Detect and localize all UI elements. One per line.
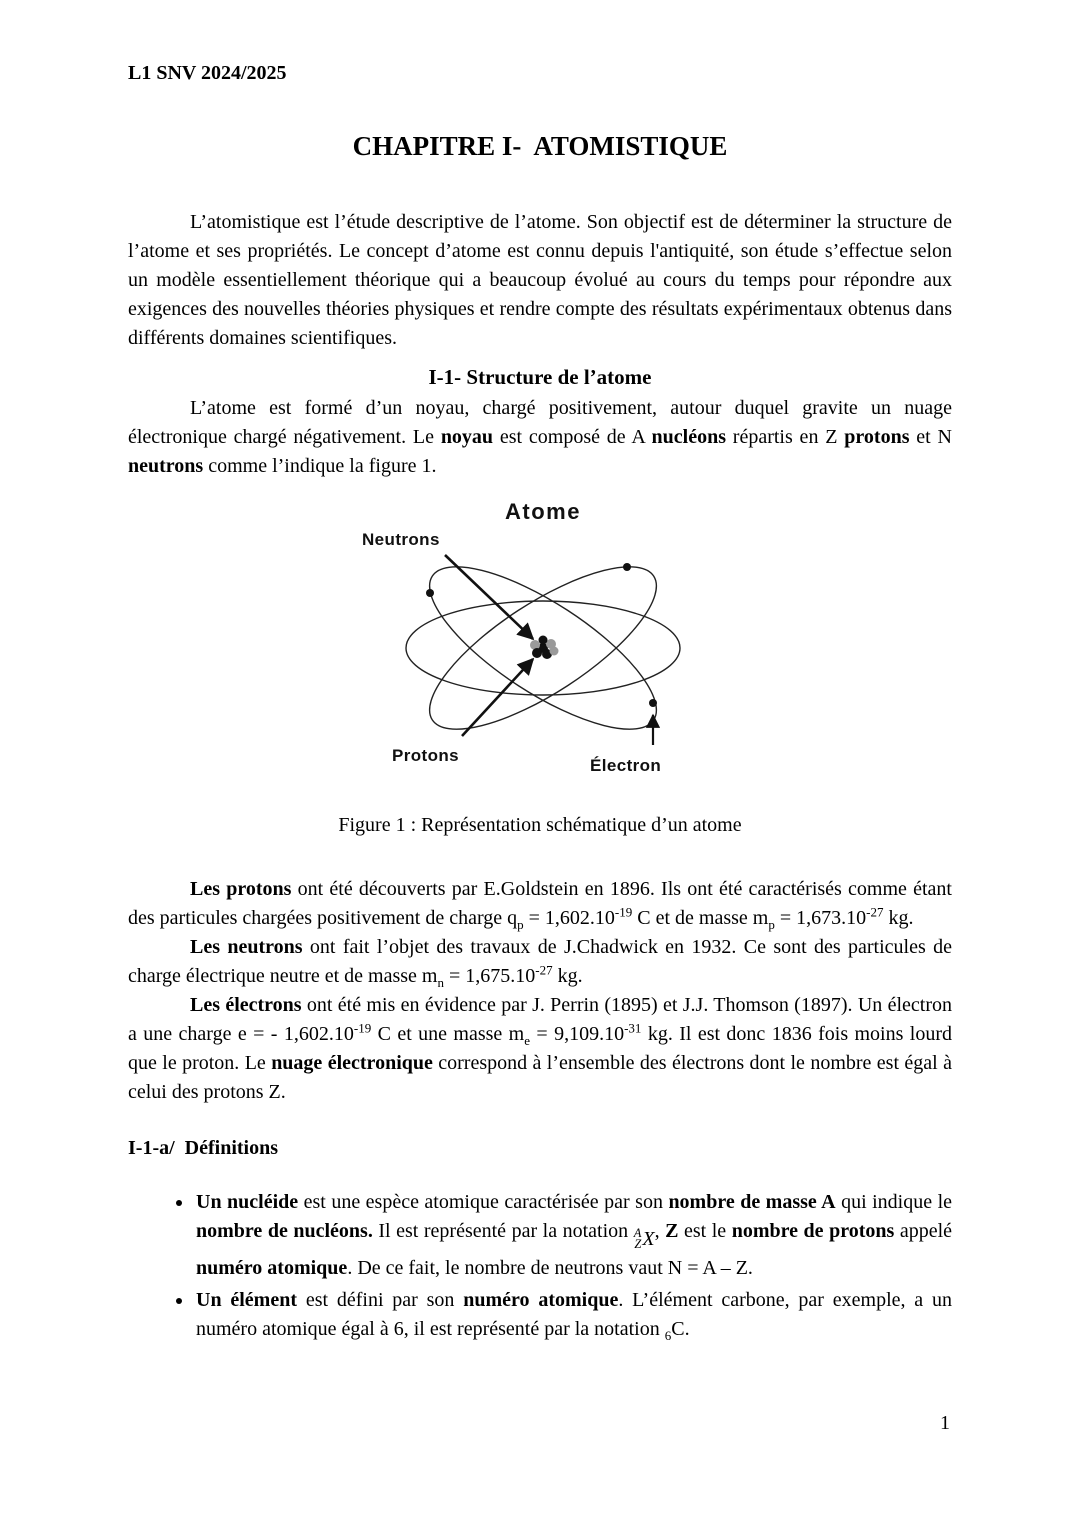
neutrons-arrow <box>445 555 533 639</box>
section-heading: I-1- Structure de l’atome <box>428 365 652 389</box>
section-before-figure <box>128 208 952 481</box>
paragraph: Les électrons ont été mis en évidence par J. Perrin (1895) et J.J. Thomson (1897). Un électron a une charge e = - $1,602.10^{-19}$ C et une masse $m_e = 9,109.10^{-31}$ kg. Il est donc 1836 fois moins lourd que le proton. Le nuage électronique correspond à l’ensemble des électrons dont le nombre est égal à celui des protons Z. <box>128 994 952 1103</box>
electron-label: Électron <box>590 756 662 775</box>
paragraph: Les protons ont été découverts par E.Goldstein en 1896. Ils ont été caractérisés comme étant des particules chargées positivement de charge $q_p = 1,602.10^{-19}$ C et de masse $m_p = 1,673.10^{-27}$ kg. <box>128 878 952 932</box>
figure-caption: Figure 1 : Représentation schématique d’un atome <box>338 814 742 836</box>
chapter-title: CHAPITRE I- ATOMISTIQUE <box>352 131 728 161</box>
protons-label: Protons <box>392 746 460 765</box>
definition-item: • Un élément est défini par son numéro atomique. L’élément carbone, par exemple, a un numéro atomique égal à 6, il est représenté par la notation $_6$C. <box>194 1286 952 1344</box>
page-number: 1 <box>940 1412 950 1434</box>
atom-diagram <box>350 493 730 793</box>
nucleus <box>530 636 559 660</box>
paragraph: L’atome est formé d’un noyau, chargé positivement, autour duquel gravite un nuage électronique chargé négativement. Le noyau est composé de A nucléons répartis en Z protons et N neutrons comme l’indique la figure 1. <box>128 397 952 477</box>
definition-item: • Un nucléide est une espèce atomique caractérisée par son nombre de masse A qui indique le nombre de nucléons. Il est représenté par la notation A Z X , Z est le nombre de protons appelé numéro atomique. De ce fait, le nombre de neutrons vaut N = A – Z. <box>194 1188 952 1283</box>
section-after-figure <box>128 875 952 1344</box>
figure-title: Atome <box>505 499 581 524</box>
course-header: L1 SNV 2024/2025 <box>128 62 287 84</box>
subsection-heading: I-1-a/ Définitions <box>128 1137 278 1159</box>
paragraph: Les neutrons ont fait l’objet des travaux de J.Chadwick en 1932. Ce sont des particules de charge électrique neutre et de masse $m_n = 1,675.10^{-27}$ kg. <box>128 936 952 990</box>
neutrons-label: Neutrons <box>362 530 440 549</box>
nuclide-notation: A Z X <box>633 1226 655 1251</box>
paragraph: L’atomistique est l’étude descriptive de l’atome. Son objectif est de déterminer la structure de l’atome et ses propriétés. Le concept d’atome est connu depuis l'antiquité, son étude s’effectue selon un modèle essentiellement théorique qui a beaucoup évolué au cours du temps pour répondre aux exigences des nouvelles théories physiques et rendre compte des résultats expérimentaux obtenus dans différents domaines scientifiques. <box>128 211 952 349</box>
atom-figure <box>128 493 952 798</box>
definitions-list <box>128 1188 952 1344</box>
